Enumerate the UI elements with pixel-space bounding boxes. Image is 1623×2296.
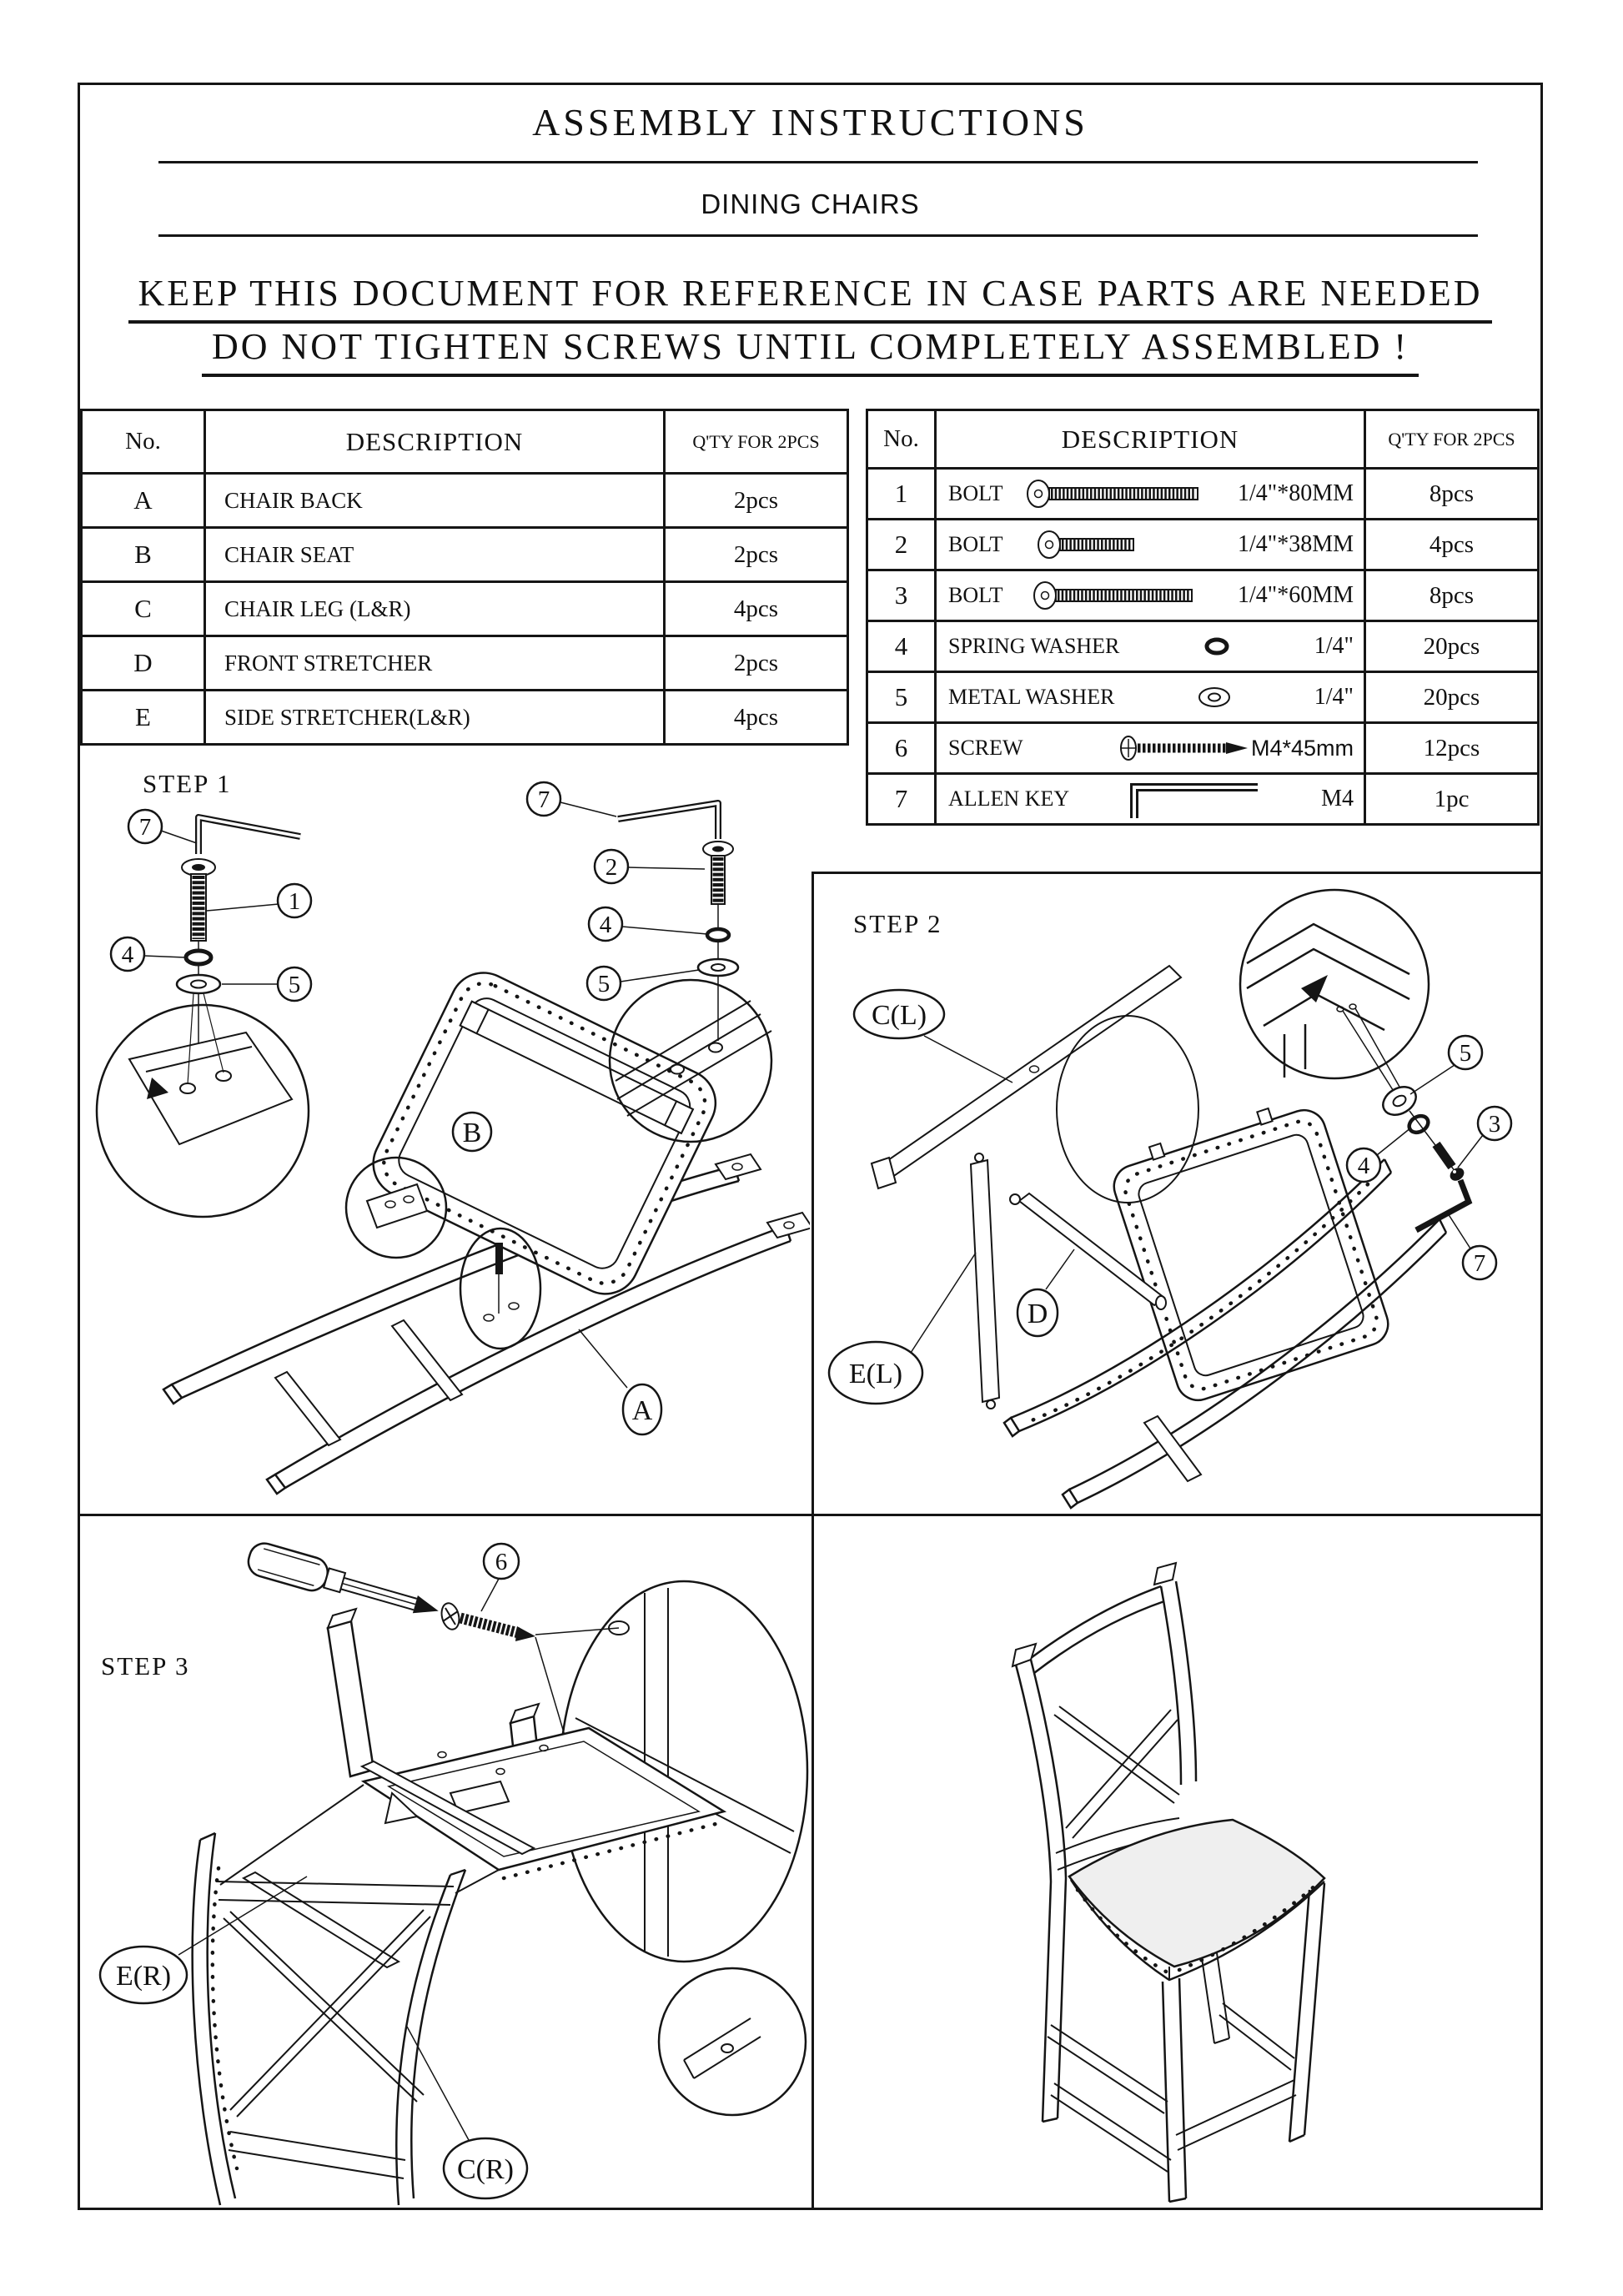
svg-text:B: B — [462, 1118, 482, 1148]
callout-5 — [1410, 1036, 1482, 1094]
spring-washer-right — [707, 929, 729, 941]
hardware-spec: 1/4"*80MM — [1237, 480, 1354, 506]
hardware-no: 3 — [867, 570, 936, 621]
title-rule — [158, 161, 1478, 163]
part-no: B — [82, 528, 205, 582]
hardware-row — [867, 570, 1539, 621]
hardware-qty: 8pcs — [1365, 469, 1539, 520]
hardware-name: SPRING WASHER — [948, 634, 1120, 658]
part-label-d — [1018, 1249, 1074, 1336]
part-no: A — [82, 474, 205, 528]
allen-key — [1416, 1180, 1469, 1230]
bolt-short-icon — [1003, 526, 1238, 563]
hardware-qty: 20pcs — [1365, 621, 1539, 672]
hardware-qty: 20pcs — [1365, 672, 1539, 723]
hardware-no: 2 — [867, 520, 936, 570]
svg-text:E(L): E(L) — [848, 1359, 903, 1389]
step1-diagram — [80, 746, 810, 1512]
svg-text:7: 7 — [537, 786, 550, 813]
parts-row — [82, 582, 848, 636]
warning-line-2-wrap — [78, 325, 1543, 377]
hardware-spec: 1/4"*38MM — [1237, 531, 1354, 557]
hardware-name: ALLEN KEY — [948, 786, 1070, 811]
part-qty: 4pcs — [665, 691, 848, 745]
callout-6 — [481, 1544, 519, 1611]
hardware-table — [866, 409, 1540, 826]
part-no: D — [82, 636, 205, 691]
allen-key-left — [198, 817, 300, 854]
hardware-name: BOLT — [948, 583, 1003, 607]
part-label-er — [100, 1876, 307, 2003]
magnifier-bolt-detail — [460, 1228, 540, 1349]
part-description: CHAIR LEG (L&R) — [205, 582, 665, 636]
step1-label: STEP 1 — [143, 769, 232, 798]
spring-washer-4 — [1406, 1113, 1431, 1136]
screw-icon — [1023, 731, 1251, 765]
svg-text:5: 5 — [597, 971, 611, 997]
svg-text:D: D — [1027, 1299, 1048, 1329]
metal-washer-right — [698, 959, 738, 976]
svg-text:1: 1 — [288, 888, 301, 915]
hardware-name: BOLT — [948, 481, 1003, 505]
panel-divider-horizontal — [78, 1514, 1543, 1516]
part-description: FRONT STRETCHER — [205, 636, 665, 691]
hardware-col-qty: Q'TY FOR 2PCS — [1365, 410, 1539, 469]
bolt-medium-icon — [1003, 577, 1238, 614]
part-description: CHAIR BACK — [205, 474, 665, 528]
svg-text:5: 5 — [1459, 1040, 1472, 1067]
hardware-no: 1 — [867, 469, 936, 520]
svg-text:4: 4 — [121, 942, 134, 968]
hardware-name: BOLT — [948, 532, 1003, 556]
warning-line-2: DO NOT TIGHTEN SCREWS UNTIL COMPLETELY ASSEMBLED ! — [202, 325, 1419, 377]
hardware-spec: 1/4" — [1314, 633, 1354, 659]
hardware-row — [867, 621, 1539, 672]
part-no: E — [82, 691, 205, 745]
svg-text:4: 4 — [1357, 1153, 1370, 1179]
svg-text:5: 5 — [288, 972, 301, 998]
page-subtitle: DINING CHAIRS — [701, 188, 920, 219]
hardware-spec: 1/4"*60MM — [1237, 582, 1354, 608]
magnifier-left — [97, 993, 309, 1217]
hardware-qty: 8pcs — [1365, 570, 1539, 621]
hardware-name: SCREW — [948, 736, 1023, 760]
parts-col-qty: Q'TY FOR 2PCS — [665, 410, 848, 474]
callout-5-left — [222, 967, 311, 1001]
hardware-spec: 1/4" — [1314, 684, 1354, 710]
callout-3 — [1458, 1107, 1511, 1168]
magnifier-stretcher-detail — [659, 1968, 806, 2115]
svg-text:E(R): E(R) — [115, 1961, 172, 1992]
page-title: ASSEMBLY INSTRUCTIONS — [532, 101, 1088, 143]
screw-6 — [439, 1601, 535, 1641]
subtitle-rule — [158, 234, 1478, 237]
part-label-el — [829, 1253, 976, 1404]
hardware-col-description: DESCRIPTION — [936, 410, 1365, 469]
hardware-no: 5 — [867, 672, 936, 723]
hardware-row — [867, 774, 1539, 825]
part-qty: 4pcs — [665, 582, 848, 636]
callout-7-left — [128, 810, 197, 843]
part-qty: 2pcs — [665, 474, 848, 528]
part-no: C — [82, 582, 205, 636]
spring-washer-icon — [1119, 635, 1314, 658]
step2-label: STEP 2 — [853, 909, 942, 938]
part-qty: 2pcs — [665, 528, 848, 582]
parts-row — [82, 528, 848, 582]
part-label-b — [453, 1113, 491, 1151]
parts-row — [82, 636, 848, 691]
part-label-cr — [407, 2027, 527, 2198]
part-description: SIDE STRETCHER(L&R) — [205, 691, 665, 745]
bolt-long-icon — [1003, 475, 1238, 512]
parts-row — [82, 474, 848, 528]
svg-text:A: A — [631, 1395, 653, 1426]
svg-text:7: 7 — [138, 814, 152, 841]
svg-text:C(R): C(R) — [457, 2154, 514, 2185]
callout-4-left — [111, 937, 185, 971]
svg-text:C(L): C(L) — [871, 1000, 927, 1031]
assembled-chair — [1012, 1563, 1324, 2202]
spring-washer-left — [186, 951, 211, 964]
parts-row — [82, 691, 848, 745]
parts-col-description: DESCRIPTION — [205, 410, 665, 474]
step3-label: STEP 3 — [101, 1651, 190, 1681]
hardware-row — [867, 469, 1539, 520]
callout-7-right — [527, 782, 616, 816]
callout-4 — [1347, 1128, 1411, 1182]
magnifier-joint — [1240, 890, 1429, 1094]
allen-key-icon — [1069, 776, 1321, 821]
step2-panel-top-border — [812, 872, 1543, 874]
bolt-3 — [1436, 1144, 1466, 1183]
step3-diagram — [80, 1518, 810, 2208]
svg-text:6: 6 — [495, 1549, 508, 1575]
part-qty: 2pcs — [665, 636, 848, 691]
metal-washer-left — [177, 975, 220, 993]
part-label-cl — [854, 990, 1012, 1083]
hardware-qty: 4pcs — [1365, 520, 1539, 570]
callout-4-right — [589, 907, 707, 941]
hardware-no: 7 — [867, 774, 936, 825]
hardware-qty: 1pc — [1365, 774, 1539, 825]
step2-diagram — [816, 876, 1541, 1512]
assembled-chair-diagram — [816, 1518, 1541, 2208]
svg-text:7: 7 — [1473, 1250, 1486, 1277]
callout-2 — [595, 850, 705, 883]
hardware-row — [867, 723, 1539, 774]
warning-line-1: KEEP THIS DOCUMENT FOR REFERENCE IN CASE PARTS ARE NEEDED — [128, 272, 1493, 324]
hardware-spec: M4 — [1321, 786, 1354, 811]
metal-washer-5 — [1378, 1082, 1420, 1121]
svg-text:2: 2 — [605, 854, 618, 881]
hardware-spec: M4*45mm — [1250, 735, 1354, 761]
parts-table-header-row — [82, 410, 848, 474]
metal-washer-icon — [1114, 685, 1314, 710]
svg-text:3: 3 — [1488, 1111, 1501, 1138]
hardware-name: METAL WASHER — [948, 685, 1115, 709]
part-description: CHAIR SEAT — [205, 528, 665, 582]
hardware-no: 4 — [867, 621, 936, 672]
side-stretcher-el — [971, 1153, 999, 1409]
leader-to-hole — [535, 1628, 619, 1635]
parts-col-no: No. — [82, 410, 205, 474]
hardware-col-no: No. — [867, 410, 936, 469]
panel-divider-vertical — [812, 872, 814, 2210]
warning-line-1-wrap — [78, 272, 1543, 324]
part-label-a — [579, 1329, 661, 1434]
hardware-table-header-row — [867, 410, 1539, 469]
parts-table — [80, 409, 849, 746]
callout-1 — [207, 884, 311, 917]
svg-text:4: 4 — [599, 912, 612, 938]
callout-7 — [1448, 1213, 1496, 1279]
hardware-qty: 12pcs — [1365, 723, 1539, 774]
hardware-row — [867, 520, 1539, 570]
hardware-no: 6 — [867, 723, 936, 774]
hardware-row — [867, 672, 1539, 723]
chair-seat-frame — [1105, 1093, 1394, 1406]
allen-key-right — [618, 803, 718, 839]
